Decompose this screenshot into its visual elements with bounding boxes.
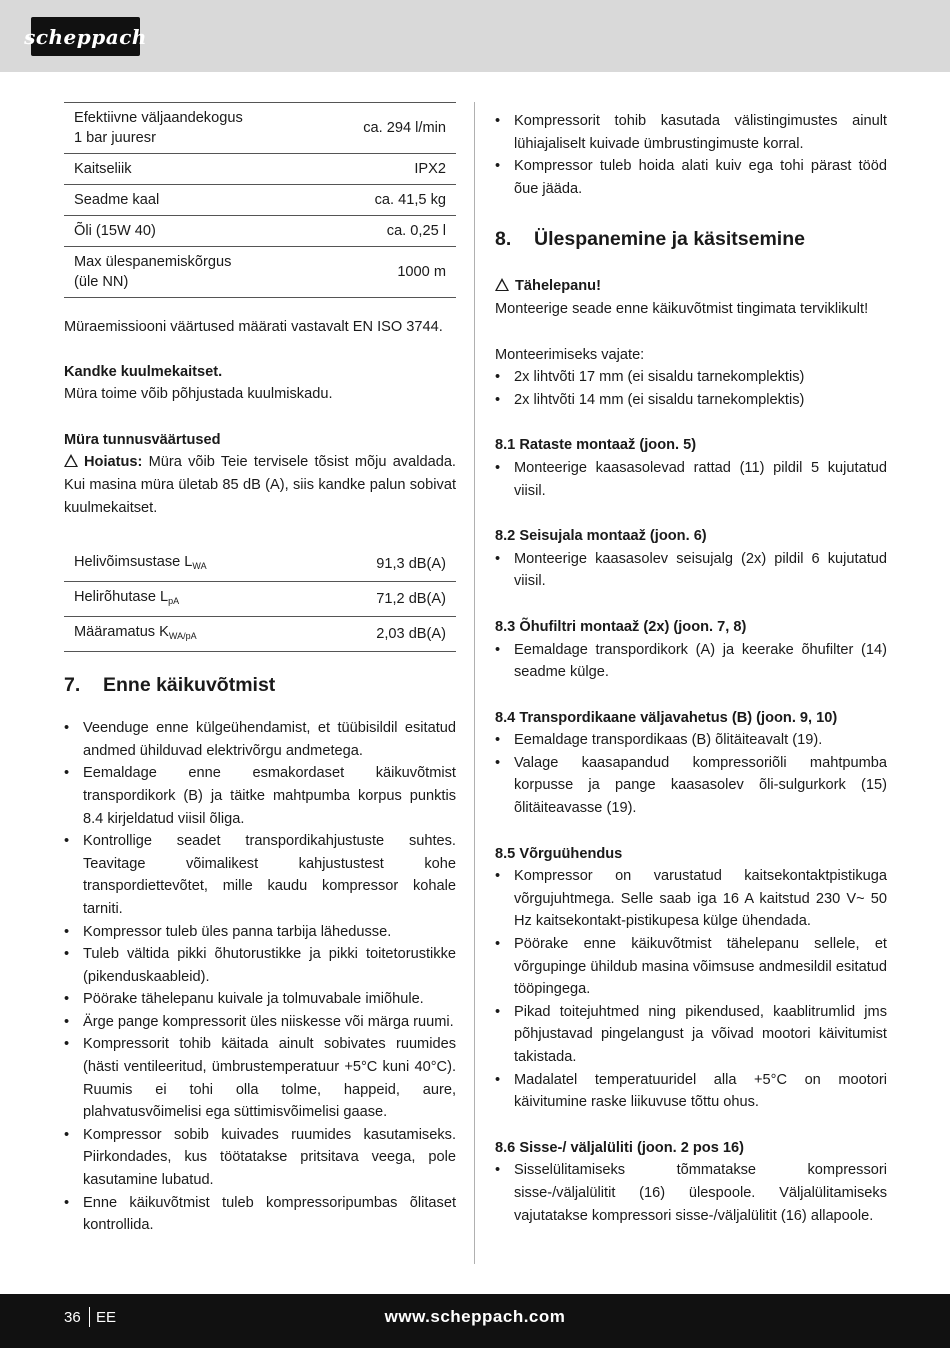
noise-label: Helivõimsustase $L_{WA}$: [74, 554, 207, 572]
list-item: • Kompressor tuleb üles panna tarbija lähedusse.: [64, 921, 456, 944]
table-row: [64, 547, 456, 582]
list-item: • Kompressor on varustatud kaitsekontaktpistikuga võrgujuhtmega. Selle saab iga 16 A kaitstud 230 V~ 50 Hz kaitsekontakt-pistikupesa külge ühendada.: [495, 865, 887, 933]
website-link[interactable]: www.scheppach.com: [384, 1307, 566, 1326]
list-item: • Monteerige kaasasolev seisujalg (2x) pildil 6 kujutatud viisil.: [495, 548, 887, 593]
list-item: • Eemaldage enne esmakordaset käikuvõtmist transpordikork (B) ja täitke mahtpumba korpus punktis 8.4 kirjeldatud viisil õliga.: [64, 762, 456, 830]
subsection-title: 8.1 Rataste montaaž (joon. 5): [495, 437, 697, 454]
section-number: 7.: [64, 674, 81, 697]
subsection-list: [495, 639, 887, 684]
table-row: [64, 103, 456, 154]
subsection-list: [495, 729, 887, 819]
spec-value: 1000 m: [397, 264, 446, 280]
list-item: • Kontrollige seadet transpordikahjustuste suhtes. Teavitage võimalikest kahjustustest kohe transpordiettevõtet, mille kaudu kompressor kohale tarniti.: [64, 830, 456, 920]
spec-table: [64, 102, 456, 298]
spec-value: ca. 0,25 l: [386, 223, 446, 239]
list-item: • Kompressor sobib kuivades ruumides kasutamiseks. Piirkondades, kus töötatakse pritsitava veega, pole kasutamine lubatud.: [64, 1124, 456, 1192]
attention-text: Monteerige seade enne käikuvõtmist tingimata terviklikult!: [495, 300, 869, 317]
noise-value: 2,03 dB(A): [376, 626, 446, 643]
spec-label: Max ülespanemiskõrgus (üle NN): [74, 254, 232, 290]
list-item: • Valage kaasapandud kompressoriõli mahtpumba korpusse ja pange kaasasolev õli-sulgurkork (15) õlitäiteavasse (19).: [495, 752, 887, 820]
list-item: • Madalatel temperatuuridel alla +5°C on mootori käivitumine raske liikuvuse tõttu ohus.: [495, 1069, 887, 1114]
list-item: • Pikad toitejuhtmed ning pikendused, kaablitrumlid jms põhjustavad pingelangust ja võivad mootori käivitumist takistada.: [495, 1001, 887, 1069]
list-item: • Pöörake tähelepanu kuivale ja tolmuvabale imiõhule.: [64, 988, 456, 1011]
attention-title: Tähelepanu!: [495, 275, 887, 298]
brand-logo: scheppach: [31, 17, 140, 56]
page-header: [0, 0, 950, 72]
noise-label: Määramatus $K_{WA/pA}$: [74, 624, 197, 642]
list-item: • Sisselülitamiseks tõmmatakse kompressori sisse-/väljalülitit (16) ülespoole. Väljalülitamiseks vajutatakse kompressori sisse-/väljalülitit (16) allapoole.: [495, 1159, 887, 1227]
list-item: • Veenduge enne külgeühendamist, et tüübisildil esitatud andmed ühilduvad elektrivõrgu andmetega.: [64, 717, 456, 762]
tools-intro: Monteerimiseks vajate:: [495, 346, 645, 363]
page-footer: [0, 1294, 950, 1348]
warning-icon: [64, 454, 78, 467]
subsection-title: 8.4 Transpordikaane väljavahetus (B) (joon. 9, 10): [495, 709, 838, 726]
list-item: • Pöörake enne käikuvõtmist tähelepanu sellele, et võrgupinge ühildub masina võimsuse andmesildil esitatud tööpingega.: [495, 933, 887, 1001]
noise-title: Müra tunnusväärtused: [64, 431, 221, 448]
list-item: • Kompressor tuleb hoida alati kuiv ega tohi pärast tööd õue jääda.: [495, 155, 887, 200]
spec-value: ca. 41,5 kg: [374, 192, 446, 208]
spec-value: ca. 294 l/min: [363, 120, 446, 136]
list-item: • Kompressorit tohib kasutada välistingimustes ainult lühiajaliselt kuivade ümbrustingimuste korral.: [495, 110, 887, 155]
list-item: • 2x lihtvõti 14 mm (ei sisaldu tarnekomplektis): [495, 389, 887, 412]
subsection-title: 8.6 Sisse-/ väljalüliti (joon. 2 pos 16): [495, 1139, 744, 1156]
subsection-list: [495, 1159, 887, 1227]
table-row: [64, 216, 456, 247]
section-7-heading: [64, 672, 456, 698]
noise-label: Helirõhutase $L_{pA}$: [74, 589, 180, 607]
list-item: • Enne käikuvõtmist tuleb kompressoripumbas õlitaset kontrollida.: [64, 1192, 456, 1237]
spec-label: Õli (15W 40): [74, 223, 156, 239]
section-title: Ülespanemine ja käsitsemine: [534, 228, 805, 251]
noise-warning: Hoiatus: Müra võib Teie tervisele tõsist mõju avaldada. Kui masina müra ületab 85 dB (A), siis kandke palun sobivat kuulmekaitset.: [64, 454, 456, 516]
subsection-title: 8.2 Seisujala montaaž (joon. 6): [495, 528, 707, 545]
section-8-heading: [495, 226, 887, 252]
emission-text: Müraemissiooni väärtused määrati vastavalt EN ISO 3744.: [64, 319, 443, 335]
hearing-text: Müra toime võib põhjustada kuulmiskadu.: [64, 386, 333, 403]
list-item: • Monteerige kaasasolevad rattad (11) pildil 5 kujutatud viisil.: [495, 457, 887, 502]
left-column: [64, 102, 456, 1237]
subsection-list: [495, 548, 887, 593]
language-code: EE: [96, 1309, 117, 1326]
list-item: • Eemaldage transpordikaas (B) õlitäiteavalt (19).: [495, 729, 887, 752]
subsection-title: 8.3 Õhufiltri montaaž (2x) (joon. 7, 8): [495, 618, 747, 635]
list-item: • Kompressorit tohib käitada ainult sobivates ruumides (hästi ventileeritud, ümbrustemperatuur +5°C kuni 40°C). Ruumis ei tohi olla tolme, happeid, aure, plahvatusvõimelisi ega süttimisvõimelisi gaase.: [64, 1033, 456, 1123]
subsection-title: 8.5 Võrguühendus: [495, 845, 623, 862]
noise-value: 71,2 dB(A): [376, 591, 446, 608]
list-item: • Tuleb vältida pikki õhutorustikke ja pikki toitetorustikke (pikenduskaableid).: [64, 943, 456, 988]
table-row: [64, 154, 456, 185]
spec-label: Seadme kaal: [74, 192, 160, 208]
subsection-list: [495, 865, 887, 1114]
hearing-title: Kandke kuulmekaitset.: [64, 363, 223, 380]
table-row: [64, 582, 456, 617]
list-item: • 2x lihtvõti 17 mm (ei sisaldu tarnekomplektis): [495, 366, 887, 389]
spec-label: Kaitseliik: [74, 161, 132, 177]
section-title: Enne käikuvõtmist: [103, 674, 276, 697]
list-item: • Ärge pange kompressorit üles niiskesse või märga ruumi.: [64, 1011, 456, 1034]
noise-table: [64, 547, 456, 652]
spec-label: Efektiivne väljaandekogus 1 bar juuresr: [74, 110, 243, 146]
table-row: [64, 247, 456, 298]
tools-list: [495, 366, 887, 411]
page-number: 36: [64, 1309, 81, 1326]
spec-value: IPX2: [414, 161, 446, 177]
noise-value: 91,3 dB(A): [376, 556, 446, 573]
right-column: [495, 110, 887, 1227]
list-item: • Eemaldage transpordikork (A) ja keerake õhufilter (14) seadme külge.: [495, 639, 887, 684]
section-number: 8.: [495, 228, 512, 251]
subsection-list: [495, 457, 887, 502]
section-7-list: [64, 717, 456, 1237]
table-row: [64, 185, 456, 216]
column-divider: [474, 102, 475, 1264]
warning-icon: [495, 278, 509, 291]
table-row: [64, 617, 456, 652]
outdoor-use-list: [495, 110, 887, 200]
